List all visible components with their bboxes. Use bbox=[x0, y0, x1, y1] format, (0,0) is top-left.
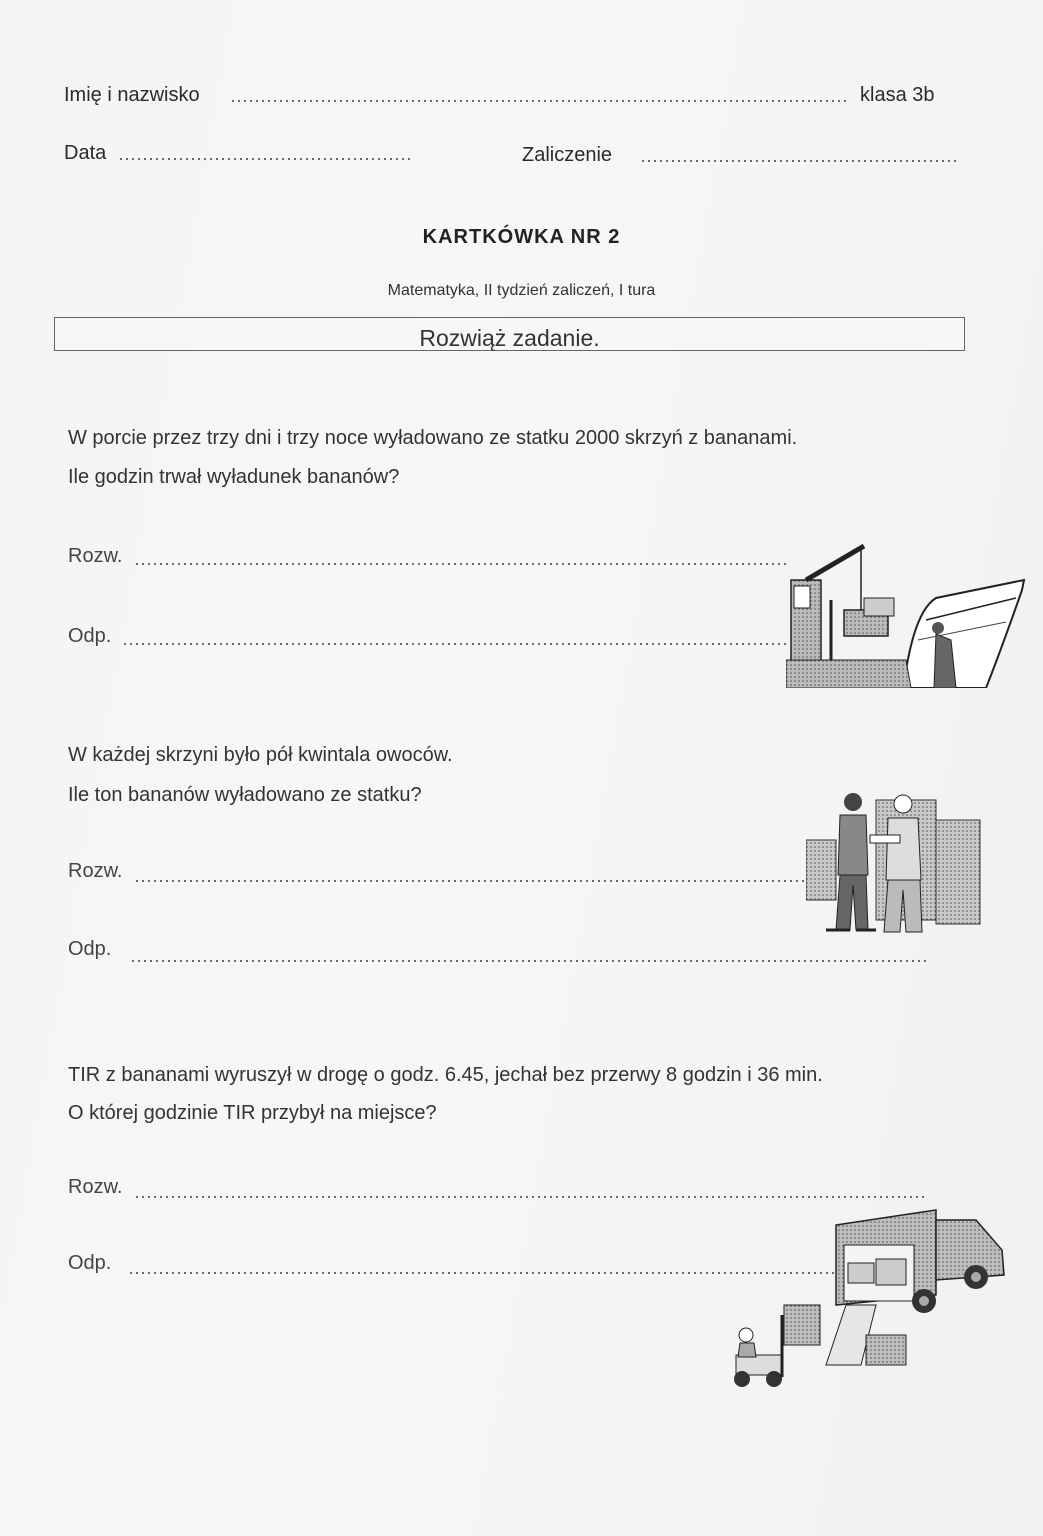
workers-boxes-icon bbox=[806, 790, 986, 940]
task-1-answer-label: Odp. bbox=[68, 625, 112, 647]
task-1-answer-dots[interactable] bbox=[122, 643, 790, 645]
task-2-line-1: W każdej skrzyni było pół kwintala owoców. bbox=[68, 744, 453, 766]
credit-label: Zaliczenie bbox=[522, 144, 613, 166]
date-label: Data bbox=[64, 142, 107, 164]
instruction-box: Rozwiąż zadanie. bbox=[54, 317, 965, 351]
ship-crane-icon bbox=[786, 540, 1026, 688]
task-3-solution-label: Rozw. bbox=[68, 1176, 123, 1198]
page-title: KARTKÓWKA NR 2 bbox=[422, 226, 621, 248]
task-3-line-1: TIR z bananami wyruszył w drogę o godz. 6.45, jechał bez przerwy 8 godzin i 36 min. bbox=[68, 1064, 823, 1086]
date-field-dots[interactable] bbox=[118, 158, 414, 160]
task-1-solution-dots[interactable] bbox=[134, 563, 790, 565]
truck-forklift-icon bbox=[726, 1205, 1011, 1390]
credit-field-dots[interactable] bbox=[640, 160, 956, 162]
task-3-answer-label: Odp. bbox=[68, 1252, 112, 1274]
task-3-line-2: O której godzinie TIR przybył na miejsce? bbox=[68, 1102, 437, 1124]
task-2-answer-dots[interactable] bbox=[130, 960, 926, 962]
task-2-line-2: Ile ton bananów wyładowano ze statku? bbox=[68, 784, 422, 806]
name-field-dots[interactable] bbox=[230, 100, 850, 102]
task-1-solution-label: Rozw. bbox=[68, 545, 123, 567]
task-2-solution-dots[interactable] bbox=[134, 880, 814, 882]
task-1-line-1: W porcie przez trzy dni i trzy noce wyładowano ze statku 2000 skrzyń z bananami. bbox=[68, 427, 798, 449]
page-subtitle: Matematyka, II tydzień zaliczeń, I tura bbox=[387, 282, 656, 299]
task-3-solution-dots[interactable] bbox=[134, 1196, 926, 1198]
name-label: Imię i nazwisko bbox=[64, 84, 200, 106]
task-2-answer-label: Odp. bbox=[68, 938, 112, 960]
task-2-solution-label: Rozw. bbox=[68, 860, 123, 882]
task-1-line-2: Ile godzin trwał wyładunek bananów? bbox=[68, 466, 400, 488]
class-label: klasa 3b bbox=[860, 84, 935, 106]
